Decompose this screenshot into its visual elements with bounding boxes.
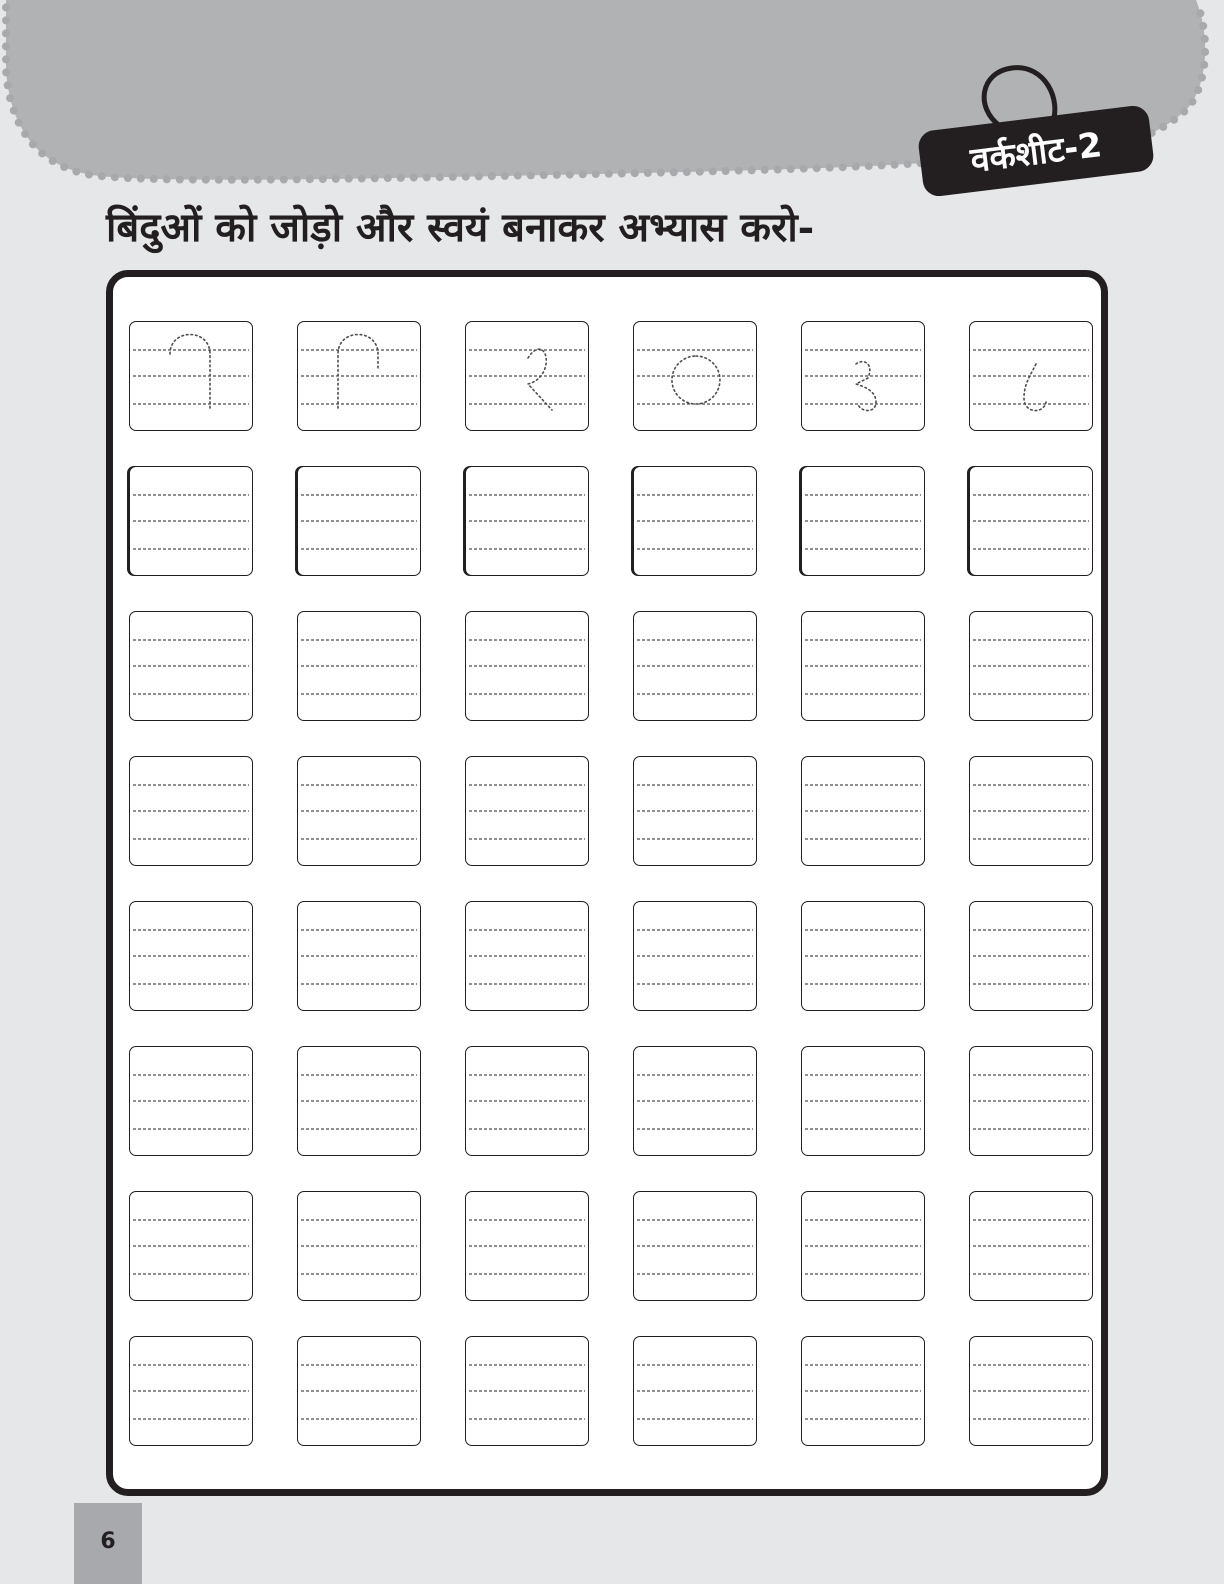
practice-box[interactable] — [633, 1336, 757, 1446]
practice-box[interactable] — [633, 1191, 757, 1301]
practice-box[interactable] — [633, 611, 757, 721]
practice-box[interactable] — [297, 901, 421, 1011]
practice-box[interactable] — [633, 756, 757, 866]
practice-box[interactable] — [297, 466, 421, 576]
dotted-i-matra-icon — [338, 335, 378, 409]
instruction-heading: बिंदुओं को जोड़ो और स्वयं बनाकर अभ्यास करो- — [106, 204, 815, 251]
tracing-box — [633, 321, 757, 431]
tracing-box — [801, 321, 925, 431]
practice-box[interactable] — [129, 901, 253, 1011]
tracing-box — [969, 321, 1093, 431]
practice-box[interactable] — [969, 611, 1093, 721]
practice-box[interactable] — [801, 611, 925, 721]
practice-box[interactable] — [969, 756, 1093, 866]
practice-box[interactable] — [969, 901, 1093, 1011]
practice-box[interactable] — [297, 1046, 421, 1156]
practice-box[interactable] — [465, 901, 589, 1011]
dotted-aa-matra-icon — [170, 335, 210, 409]
practice-box[interactable] — [969, 1191, 1093, 1301]
practice-box[interactable] — [129, 756, 253, 866]
dotted-u-matra-icon — [856, 362, 876, 411]
practice-box[interactable] — [633, 1046, 757, 1156]
practice-box[interactable] — [465, 1336, 589, 1446]
practice-box[interactable] — [801, 466, 925, 576]
practice-box[interactable] — [465, 466, 589, 576]
practice-box[interactable] — [801, 901, 925, 1011]
practice-box[interactable] — [129, 1336, 253, 1446]
practice-box[interactable] — [297, 1191, 421, 1301]
worksheet-label: वर्कशीट-2 — [917, 104, 1155, 198]
page-number: 6 — [100, 1529, 116, 1554]
dotted-ii-matra-icon — [528, 349, 552, 410]
tracing-box — [297, 321, 421, 431]
dotted-anusvara-circle-icon — [672, 356, 720, 404]
practice-box[interactable] — [801, 1046, 925, 1156]
practice-box[interactable] — [801, 1191, 925, 1301]
practice-box[interactable] — [633, 901, 757, 1011]
practice-box[interactable] — [969, 1336, 1093, 1446]
practice-box[interactable] — [297, 756, 421, 866]
practice-box[interactable] — [297, 611, 421, 721]
practice-box[interactable] — [129, 1046, 253, 1156]
practice-box[interactable] — [801, 756, 925, 866]
practice-box[interactable] — [465, 1046, 589, 1156]
practice-box[interactable] — [465, 611, 589, 721]
practice-box[interactable] — [465, 756, 589, 866]
tracing-box — [129, 321, 253, 431]
practice-box[interactable] — [465, 1191, 589, 1301]
practice-box[interactable] — [801, 1336, 925, 1446]
practice-box[interactable] — [969, 466, 1093, 576]
page-number-box — [74, 1503, 142, 1584]
practice-box[interactable] — [129, 611, 253, 721]
practice-box[interactable] — [297, 1336, 421, 1446]
practice-box[interactable] — [969, 1046, 1093, 1156]
practice-frame — [106, 270, 1108, 1496]
practice-box[interactable] — [129, 466, 253, 576]
practice-box[interactable] — [633, 466, 757, 576]
tracing-box — [465, 321, 589, 431]
practice-box[interactable] — [129, 1191, 253, 1301]
